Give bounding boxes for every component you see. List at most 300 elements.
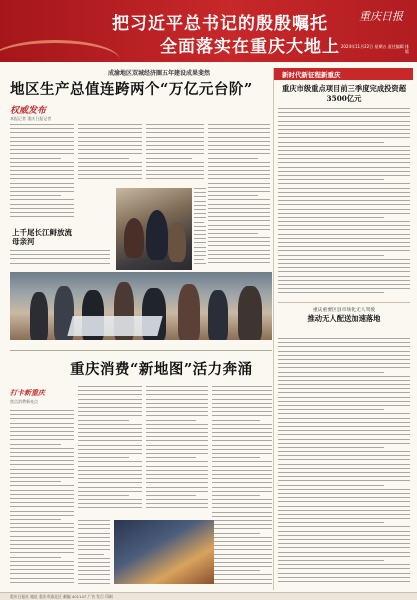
text-line bbox=[278, 175, 410, 176]
text-line bbox=[78, 428, 142, 429]
text-line bbox=[278, 142, 384, 143]
text-line bbox=[208, 170, 270, 171]
text-line bbox=[10, 473, 74, 474]
text-line bbox=[10, 444, 61, 445]
text-line bbox=[278, 225, 410, 226]
text-line bbox=[10, 557, 61, 558]
text-line bbox=[278, 539, 410, 540]
text-line bbox=[278, 489, 410, 490]
photo-caption-text bbox=[10, 250, 110, 268]
text-line bbox=[212, 583, 272, 584]
text-line bbox=[146, 507, 208, 508]
text-line bbox=[208, 191, 270, 192]
text-line bbox=[212, 503, 272, 504]
text-line bbox=[212, 570, 260, 571]
text-line bbox=[146, 470, 208, 471]
right-divider bbox=[278, 302, 410, 303]
text-line bbox=[208, 225, 270, 226]
second-text-col2 bbox=[78, 386, 142, 516]
text-line bbox=[10, 569, 74, 570]
text-line bbox=[278, 568, 410, 569]
text-line bbox=[278, 112, 410, 113]
text-line bbox=[146, 424, 208, 425]
text-line bbox=[10, 515, 74, 516]
text-line bbox=[78, 545, 110, 546]
text-line bbox=[78, 124, 142, 125]
text-line bbox=[278, 535, 410, 536]
text-line bbox=[194, 255, 206, 256]
text-line bbox=[78, 174, 142, 175]
text-line bbox=[194, 251, 206, 252]
text-line bbox=[278, 217, 384, 218]
text-line bbox=[10, 137, 74, 138]
badge-title: 打卡新重庆 bbox=[10, 389, 45, 397]
text-line bbox=[212, 432, 272, 433]
consumption-badge bbox=[10, 388, 62, 406]
text-line bbox=[78, 482, 142, 483]
text-line bbox=[78, 478, 142, 479]
text-line bbox=[194, 247, 206, 248]
text-line bbox=[10, 166, 74, 167]
text-line bbox=[194, 230, 206, 231]
page-footer bbox=[0, 592, 417, 600]
text-line bbox=[78, 491, 142, 492]
text-line bbox=[78, 141, 142, 142]
text-line bbox=[78, 403, 142, 404]
text-line bbox=[10, 427, 74, 428]
lead-headline: 地区生产总值连跨两个“万亿元台阶” bbox=[10, 81, 253, 98]
text-line bbox=[78, 128, 142, 129]
text-line bbox=[278, 468, 410, 469]
text-line bbox=[278, 380, 410, 381]
news-photo-lower bbox=[114, 520, 214, 584]
text-line bbox=[278, 372, 384, 373]
text-line bbox=[278, 221, 410, 222]
text-line bbox=[212, 394, 272, 395]
text-line bbox=[78, 445, 142, 446]
text-line bbox=[208, 183, 270, 184]
lower-photo-caption bbox=[114, 585, 214, 589]
text-line bbox=[278, 242, 410, 243]
second-headline: 重庆消费“新地图”活力奔涌 bbox=[70, 361, 253, 378]
text-line bbox=[10, 216, 74, 217]
text-line bbox=[78, 137, 142, 138]
news-photo-upper bbox=[116, 188, 192, 270]
text-line bbox=[78, 562, 110, 563]
text-line bbox=[78, 145, 142, 146]
text-line bbox=[146, 415, 208, 416]
text-line bbox=[10, 423, 74, 424]
text-line bbox=[278, 564, 410, 565]
text-line bbox=[278, 522, 384, 523]
text-line bbox=[78, 166, 142, 167]
text-line bbox=[208, 149, 270, 150]
text-line bbox=[194, 217, 206, 218]
text-line bbox=[208, 153, 270, 154]
text-line bbox=[146, 436, 208, 437]
text-line bbox=[10, 477, 74, 478]
photo-subhead: 上千尾长江鲟放流母亲河 bbox=[12, 228, 72, 246]
text-line bbox=[278, 108, 410, 109]
text-line bbox=[208, 132, 270, 133]
text-line bbox=[146, 394, 208, 395]
text-line bbox=[78, 158, 129, 159]
text-line bbox=[212, 520, 272, 521]
text-line bbox=[278, 480, 410, 481]
text-line bbox=[78, 558, 110, 559]
text-line bbox=[278, 464, 410, 465]
text-line bbox=[278, 485, 384, 486]
masthead-title-line2: 全面落实在重庆大地上 bbox=[160, 37, 340, 57]
text-line bbox=[278, 397, 410, 398]
right-section-band bbox=[274, 68, 413, 80]
text-line bbox=[146, 491, 208, 492]
text-line bbox=[208, 237, 270, 238]
text-line bbox=[278, 351, 410, 352]
text-line bbox=[208, 220, 270, 221]
text-line bbox=[194, 196, 206, 197]
text-line bbox=[10, 418, 74, 419]
text-line bbox=[212, 461, 272, 462]
text-line bbox=[146, 174, 204, 175]
text-line bbox=[212, 512, 272, 513]
text-line bbox=[278, 183, 410, 184]
text-line bbox=[146, 482, 208, 483]
text-line bbox=[10, 439, 74, 440]
text-line bbox=[78, 524, 110, 525]
text-line bbox=[212, 507, 272, 508]
text-line bbox=[10, 414, 74, 415]
text-line bbox=[278, 510, 410, 511]
text-line bbox=[212, 541, 272, 542]
text-line bbox=[146, 158, 192, 159]
text-line bbox=[278, 359, 410, 360]
text-line bbox=[278, 418, 410, 419]
decorative-swirl bbox=[0, 40, 120, 62]
text-line bbox=[278, 121, 410, 122]
text-line bbox=[278, 355, 410, 356]
text-line bbox=[278, 213, 410, 214]
text-line bbox=[10, 149, 74, 150]
text-line bbox=[278, 581, 410, 582]
text-line bbox=[278, 154, 410, 155]
right-text-2 bbox=[278, 338, 410, 588]
text-line bbox=[212, 491, 272, 492]
text-line bbox=[146, 440, 208, 441]
text-line bbox=[208, 145, 270, 146]
text-line bbox=[212, 482, 272, 483]
newspaper-logo: 重庆日报 bbox=[359, 10, 403, 23]
text-line bbox=[208, 262, 270, 263]
text-line bbox=[278, 179, 384, 180]
text-line bbox=[208, 187, 270, 188]
text-line bbox=[78, 449, 142, 450]
text-line bbox=[278, 116, 410, 117]
text-line bbox=[10, 498, 74, 499]
text-line bbox=[212, 487, 272, 488]
text-line bbox=[278, 443, 410, 444]
text-line bbox=[278, 346, 410, 347]
text-line bbox=[10, 552, 74, 553]
text-line bbox=[278, 150, 410, 151]
text-line bbox=[10, 548, 74, 549]
text-line bbox=[78, 533, 110, 534]
text-line bbox=[278, 409, 384, 410]
text-line bbox=[10, 536, 74, 537]
text-line bbox=[212, 545, 272, 546]
text-line bbox=[146, 449, 208, 450]
text-line bbox=[278, 514, 410, 515]
text-line bbox=[212, 457, 260, 458]
text-line bbox=[278, 263, 410, 264]
text-line bbox=[146, 153, 204, 154]
text-line bbox=[278, 543, 410, 544]
right-headline-2: 推动无人配送加速落地 bbox=[307, 314, 381, 323]
text-line bbox=[194, 238, 206, 239]
text-line bbox=[78, 461, 142, 462]
text-line bbox=[10, 490, 74, 491]
text-line bbox=[10, 178, 74, 179]
text-line bbox=[10, 561, 74, 562]
text-line bbox=[10, 263, 110, 264]
text-line bbox=[194, 205, 206, 206]
text-line bbox=[212, 516, 272, 517]
masthead bbox=[0, 0, 417, 62]
text-line bbox=[10, 511, 74, 512]
news-photo-main bbox=[10, 272, 272, 340]
text-line bbox=[10, 124, 74, 125]
text-line bbox=[194, 226, 206, 227]
text-line bbox=[278, 200, 410, 201]
text-line bbox=[10, 187, 74, 188]
text-line bbox=[208, 208, 270, 209]
text-line bbox=[212, 399, 272, 400]
text-line bbox=[208, 258, 270, 259]
text-line bbox=[10, 170, 74, 171]
text-line bbox=[212, 407, 272, 408]
text-line bbox=[146, 137, 204, 138]
text-line bbox=[10, 460, 74, 461]
text-line bbox=[208, 250, 270, 251]
text-line bbox=[208, 199, 270, 200]
text-line bbox=[208, 212, 270, 213]
text-line bbox=[78, 386, 142, 387]
text-line bbox=[208, 233, 258, 234]
text-line bbox=[10, 481, 61, 482]
text-line bbox=[10, 145, 74, 146]
text-line bbox=[278, 459, 410, 460]
text-line bbox=[278, 497, 410, 498]
text-line bbox=[194, 222, 204, 223]
text-line bbox=[212, 558, 272, 559]
text-line bbox=[212, 554, 272, 555]
text-line bbox=[146, 499, 208, 500]
text-line bbox=[194, 209, 206, 210]
text-line bbox=[78, 566, 110, 567]
text-line bbox=[10, 212, 74, 213]
text-line bbox=[194, 263, 206, 264]
text-line bbox=[146, 478, 208, 479]
text-line bbox=[146, 124, 204, 125]
text-line bbox=[208, 141, 270, 142]
text-line bbox=[10, 258, 110, 259]
text-line bbox=[10, 519, 61, 520]
text-line bbox=[212, 415, 272, 416]
lead-text-col4 bbox=[208, 124, 270, 268]
text-line bbox=[208, 174, 270, 175]
text-line bbox=[78, 411, 142, 412]
text-line bbox=[208, 254, 270, 255]
text-line bbox=[278, 188, 410, 189]
text-line bbox=[278, 288, 410, 289]
text-line bbox=[208, 166, 270, 167]
text-line bbox=[278, 250, 410, 251]
text-line bbox=[278, 363, 410, 364]
text-line bbox=[278, 388, 410, 389]
text-line bbox=[78, 528, 110, 529]
text-line bbox=[78, 153, 142, 154]
text-line bbox=[78, 487, 142, 488]
text-line bbox=[278, 447, 384, 448]
text-line bbox=[10, 208, 74, 209]
text-line bbox=[10, 582, 74, 583]
text-line bbox=[78, 149, 142, 150]
text-line bbox=[278, 518, 410, 519]
text-line bbox=[10, 435, 74, 436]
second-text-col2b bbox=[78, 520, 110, 588]
text-line bbox=[146, 428, 208, 429]
text-line bbox=[146, 420, 196, 421]
text-line bbox=[278, 162, 410, 163]
text-line bbox=[78, 466, 142, 467]
text-line bbox=[278, 342, 410, 343]
text-line bbox=[194, 188, 206, 189]
text-line bbox=[278, 229, 410, 230]
text-line bbox=[78, 420, 129, 421]
text-line bbox=[212, 470, 272, 471]
main-photo-caption bbox=[10, 342, 272, 346]
text-line bbox=[278, 255, 384, 256]
text-line bbox=[212, 428, 272, 429]
text-line bbox=[278, 434, 410, 435]
text-line bbox=[10, 199, 74, 200]
text-line bbox=[146, 386, 208, 387]
text-line bbox=[278, 422, 410, 423]
text-line bbox=[146, 495, 196, 496]
text-line bbox=[212, 466, 272, 467]
text-line bbox=[78, 583, 110, 584]
text-line bbox=[10, 191, 74, 192]
text-line bbox=[78, 432, 142, 433]
text-line bbox=[78, 424, 142, 425]
text-line bbox=[78, 453, 142, 454]
text-line bbox=[278, 338, 410, 339]
text-line bbox=[10, 469, 74, 470]
text-line bbox=[78, 436, 142, 437]
text-line bbox=[212, 528, 272, 529]
text-line bbox=[146, 457, 196, 458]
column-rule bbox=[273, 68, 274, 590]
text-line bbox=[212, 440, 272, 441]
text-line bbox=[212, 436, 272, 437]
text-line bbox=[208, 241, 270, 242]
text-line bbox=[10, 254, 110, 255]
text-line bbox=[10, 174, 74, 175]
text-line bbox=[212, 478, 272, 479]
text-line bbox=[212, 495, 260, 496]
text-line bbox=[212, 449, 272, 450]
text-line bbox=[10, 456, 74, 457]
text-line bbox=[278, 171, 410, 172]
text-line bbox=[278, 547, 410, 548]
text-line bbox=[212, 453, 272, 454]
text-line bbox=[10, 565, 74, 566]
text-line bbox=[212, 390, 272, 391]
text-line bbox=[10, 195, 61, 196]
right-band-label: 新时代新征程新重庆 bbox=[282, 71, 341, 79]
text-line bbox=[278, 125, 410, 126]
text-line bbox=[212, 445, 272, 446]
text-line bbox=[208, 245, 270, 246]
text-line bbox=[146, 170, 204, 171]
text-line bbox=[212, 424, 272, 425]
text-line bbox=[194, 234, 206, 235]
text-line bbox=[78, 162, 142, 163]
text-line bbox=[146, 432, 208, 433]
text-line bbox=[278, 451, 410, 452]
text-line bbox=[278, 405, 410, 406]
text-line bbox=[78, 440, 142, 441]
text-line bbox=[208, 216, 270, 217]
lead-text-col2 bbox=[78, 124, 142, 186]
text-line bbox=[212, 533, 260, 534]
text-line bbox=[146, 178, 204, 179]
text-line bbox=[146, 487, 208, 488]
lead-text-col3 bbox=[146, 124, 204, 186]
text-line bbox=[208, 162, 270, 163]
text-line bbox=[10, 158, 61, 159]
text-line bbox=[194, 201, 206, 202]
text-line bbox=[208, 204, 270, 205]
text-line bbox=[10, 578, 74, 579]
text-line bbox=[146, 407, 208, 408]
text-line bbox=[212, 420, 260, 421]
text-line bbox=[146, 503, 208, 504]
text-line bbox=[10, 431, 74, 432]
text-line bbox=[278, 493, 410, 494]
text-line bbox=[212, 403, 272, 404]
lead-text-col1 bbox=[10, 124, 74, 224]
text-line bbox=[278, 367, 410, 368]
text-line bbox=[78, 579, 110, 580]
text-line bbox=[10, 132, 74, 133]
text-line bbox=[278, 501, 410, 502]
text-line bbox=[10, 494, 74, 495]
text-line bbox=[146, 128, 204, 129]
text-line bbox=[146, 445, 208, 446]
text-line bbox=[146, 141, 204, 142]
text-line bbox=[10, 540, 74, 541]
text-line bbox=[78, 132, 142, 133]
text-line bbox=[78, 178, 142, 179]
text-line bbox=[208, 128, 270, 129]
text-line bbox=[278, 192, 410, 193]
text-line bbox=[278, 384, 410, 385]
text-line bbox=[194, 259, 204, 260]
text-line bbox=[194, 192, 206, 193]
text-line bbox=[78, 399, 142, 400]
text-line bbox=[10, 506, 74, 507]
